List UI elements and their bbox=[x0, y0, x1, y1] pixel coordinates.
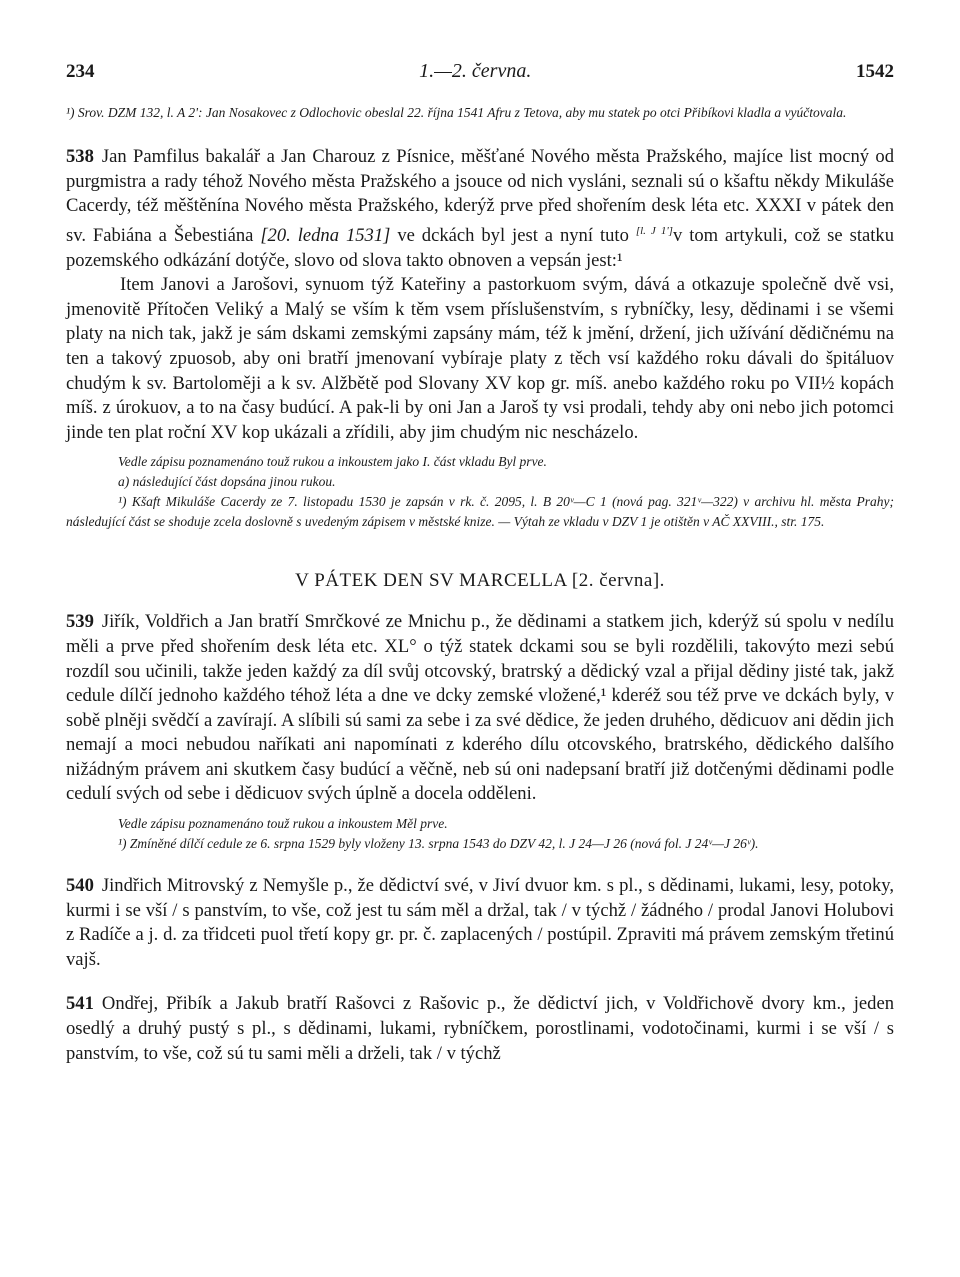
entry-number: 540 bbox=[66, 875, 94, 897]
entry-540 bbox=[66, 874, 894, 972]
page-number: 234 bbox=[66, 61, 95, 82]
entry-text: Jiřík, Voldřich a Jan bratří Smrčkové ze Mnichu p., že dědinami a statkem jich, kderýž sú spolu v nedílu měli a prve před shořením desk léta etc. XL° o týž statek dckami sou se byli rozdělili, takovýto mezi sebú rozdíl sou učinili, takže jeden každý za díl svůj otcovský, bratrský a dědický vzal a přijal dědiny jisté tak, jakž cedule dílčí jednoho každého téhož léta a dne ve dcky zemské vložené,¹ kderéž sou též prve ve dckách byly, v sobě plněji svědčí a zavírají. A slíbili sú sami za sebe i za své dědice, že jeden druhého, dědicuov ani dědin jich nemají a moci nebudou naříkati ani napomínati z kderého dílu otcovského, bratrského, dědického dalšího nižádným právem ani skutkem časy budúcí a věčně, neb sú oni nadepsaní bratří již dotčenými dědinami podle cedulí svých od sebe i dědicuov svých úplně a docela odděleni. bbox=[66, 611, 894, 805]
page-header bbox=[66, 60, 894, 83]
entry-539 bbox=[66, 610, 894, 854]
entry-541-paragraph bbox=[66, 992, 894, 1066]
entry-538-paragraph bbox=[66, 145, 894, 273]
top-footnote: ¹) Srov. DZM 132, l. A 2': Jan Nosakovec z Odlochovic obeslal 22. října 1541 Afru z Tetova, aby mu statek po otci Přibíkovi kladla a vyúčtovala. bbox=[66, 105, 847, 120]
entry-number: 539 bbox=[66, 611, 94, 633]
marginal-note: Vedle zápisu poznamenáno touž rukou a inkoustem Měl prve. bbox=[118, 816, 448, 832]
date-bracket: [20. ledna 1531] bbox=[260, 224, 391, 246]
entry-538-paragraph-2: Item Janovi a Jarošovi, synuom týž Kateřiny a pastorkuom svým, dává a otkazuje společně dvě vsi, jmenovitě Přítočen Veliký a Malý se vším k těm vsem příslušenstvím, s rybníčky, lesy, dědinami i se všemi platy na nich tak, jakž je sám dskami zemskými zapsány mám, též k jmění, držení, jich užívání dědičnému na ten a takový zpuosob, aby oni bratří jmenovaní vybíraje platy z těch vsí každého roku dávali do špitáluov chudým k sv. Bartoloměji a k sv. Alžbětě pod Slovany XV kop gr. míš. anebo každého roku po VII½ kopách míš. z úrokuov, a to na časy budúcí. A pak-li by oni Jan a Jaroš ty vsi prodali, tehdy aby oni nebo jich potomci jinde ten plat roční XV kop ukázali a zřídili, aby jim chudým nic nescházelo. bbox=[66, 274, 894, 443]
entry-number: 538 bbox=[66, 146, 94, 167]
footnote: ¹) Kšaft Mikuláše Cacerdy ze 7. listopadu 1530 je zapsán v rk. č. 2095, l. B 20ᵛ—C 1 (nová pag. 321ᵛ—322) v archivu hl. města Prahy; následující část se shoduje zcela doslovně s uvedeným zápisem v městské knize. — Výtah ze vkladu v DZV 1 je otištěn v AČ XXVIII., str. 175. bbox=[66, 494, 894, 530]
entry-text: v tom artykuli, což se statku pozemského odkázání dotýče, slovo od slova takto obnoven a vepsán jest:¹ bbox=[66, 224, 895, 271]
footnote: ¹) Zmíněné dílčí cedule ze 6. srpna 1529 byly vloženy 13. srpna 1543 do DZV 42, l. J 24—J 26 (nová fol. J 24ᵛ—J 26ᵛ). bbox=[118, 836, 759, 852]
entry-text: ve dckách byl jest a nyní tuto bbox=[397, 224, 629, 246]
entry-540-paragraph bbox=[66, 874, 894, 972]
entry-539-paragraph bbox=[66, 610, 894, 807]
entry-538 bbox=[66, 145, 894, 532]
entry-text: Jan Pamfilus bakalář a Jan Charouz z Písnice, měšťané Nového města Pražského, majíce list mocný od purgmistra a rady téhož Nového města Pražského a jsouce od nich vysláni, seznali sú o kšaftu někdy Mikuláše Cacerdy, též měštěnína Nového města Pražského, kderýž prve před shořením desk léta etc. XXXI v pátek den sv. Fabiána a Šebestiána bbox=[66, 146, 894, 246]
section-heading: V PÁTEK DEN SV MARCELLA [2. června]. bbox=[295, 570, 665, 592]
entry-text: Ondřej, Přibík a Jakub bratří Rašovci z Rašovic p., že dědictví jich, v Voldřichově dvory km., jeden osedlý a druhý pustý s pl., s dědinami, lukami, rybníčkem, porostlinami, vodotočinami, kurmi i se vší / s panstvím, to vše, což sú tu sami měli a drželi, tak / v týchž bbox=[66, 993, 894, 1064]
marginal-note: Vedle zápisu poznamenáno touž rukou a inkoustem jako I. část vkladu Byl prve. bbox=[118, 454, 547, 470]
entry-text: Jindřich Mitrovský z Nemyšle p., že dědictví své, v Jiví dvuor km. s pl., s dědinami, lukami, lesy, potoky, kurmi i se vší / s panstvím, to vše, což jest tu sám měl a držal, tak / v týchž / žádného / prodal Janovi Holubovi z Radíče a j. d. za třidceti puol třetí kopy gr. pr. č. zaplacených / postúpil. Zpraviti má právem zemským třetinú vajš. bbox=[66, 875, 894, 970]
year: 1542 bbox=[855, 61, 894, 82]
folio-reference: [l. J 1'] bbox=[635, 224, 673, 237]
date-range: 1.—2. června. bbox=[419, 60, 532, 82]
entry-541 bbox=[66, 992, 894, 1066]
entry-number: 541 bbox=[66, 993, 94, 1015]
textual-note: a) následující část dopsána jinou rukou. bbox=[118, 474, 336, 490]
